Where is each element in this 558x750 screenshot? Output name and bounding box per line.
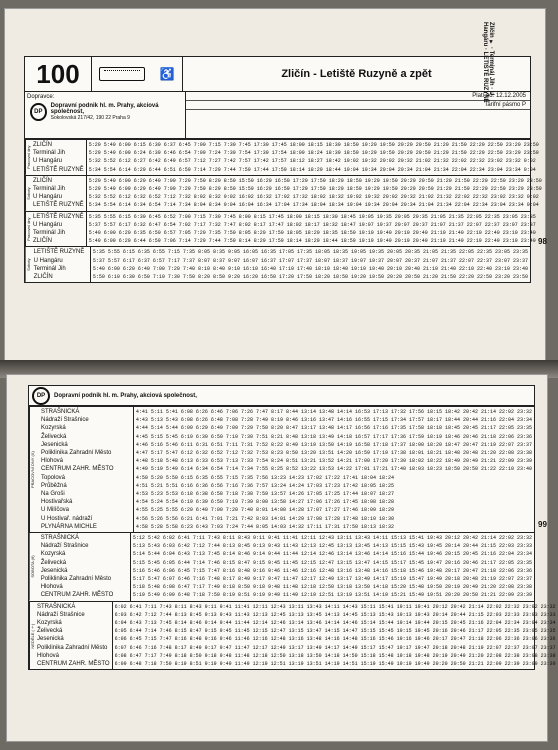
stop-name: Jesenická [41, 441, 68, 448]
stop-name: Hlohová [41, 458, 64, 465]
stop-name: Poliklinika Zahradní Město [41, 450, 112, 457]
times-row: 5:40 6:00 6:20 6:40 7:00 7:20 7:40 8:10 8:40 9:10 16:10 16:40 17:10 17:40 18:10 18:40 19:10 19:40 20:10 20:40 21:10 21:40 22:10 22:40 23:10 23:40 [92, 265, 528, 272]
times-row: 6:08 6:47 7:17 7:49 8:18 8:50 9:18 9:48 11:48 12:18 12:50 13:18 13:50 14:18 14:50 15:18 15:48 19:18 19:48 20:19 20:49 21:20 22:08 22:38 23:08 23:38 [114, 652, 556, 659]
stop-list [35, 602, 113, 670]
stop-name: Nádraží Strašnice [40, 543, 89, 550]
times-row: 5:37 5:57 6:17 6:37 6:57 7:17 7:37 8:07 8:37 9:07 16:07 16:37 17:07 17:37 18:07 18:37 19:07 19:37 20:07 20:37 21:07 21:37 22:07 22:37 23:07 23:37 [92, 257, 528, 264]
stop-name: Jesenická [40, 567, 68, 574]
times-row: 4:50 5:20 5:50 6:15 6:35 6:55 7:15 7:35 7:56 13:23 14:23 17:02 17:22 17:41 18:04 18:24 [135, 474, 394, 481]
schedule-block [25, 175, 542, 211]
stop-name: Kozyrská [37, 620, 62, 627]
departure-times [113, 602, 558, 670]
times-row: 4:45 5:15 5:45 6:10 6:30 6:50 7:10 7:30 7:51 8:21 8:48 13:18 13:49 14:18 16:57 17:17 17:36 17:59 18:19 18:46 20:46 21:18 22:06 23:36 [135, 433, 532, 440]
route-meta [25, 92, 530, 139]
times-row: 4:41 5:11 5:41 6:08 6:26 6:46 7:06 7:26 7:47 8:17 8:44 13:14 13:48 14:14 16:53 17:13 17:32 17:56 18:15 18:42 20:42 21:14 22:02 23:32 [135, 409, 532, 415]
stop-name: U Hostivař. nádraží [41, 515, 93, 522]
times-row: 6:07 6:46 7:16 7:48 8:17 8:49 9:17 9:47 11:47 12:17 12:49 13:17 13:49 14:17 14:49 15:17 15:47 19:17 19:47 20:18 20:48 21:19 22:07 22:37 23:07 23:37 [114, 644, 556, 651]
stop-name: STRAŠNICKÁ [40, 535, 80, 542]
departure-times [87, 140, 541, 175]
stop-name: CENTRUM ZAHR. MĚSTO [40, 592, 114, 599]
dpp-logo-icon: DP [30, 103, 47, 121]
route-number: 100 [25, 57, 92, 91]
top-sections [25, 139, 542, 282]
times-row: 5:35 5:55 6:15 6:35 6:55 7:15 7:35 8:05 8:35 9:05 16:05 16:35 17:05 17:35 18:05 18:35 19:05 19:35 20:05 20:35 21:05 21:35 22:05 22:35 23:05 23:35 [92, 249, 528, 256]
times-row: 4:54 5:24 5:54 6:19 6:39 6:59 7:19 7:39 8:00 13:58 14:27 17:06 17:26 17:45 18:08 18:28 [135, 499, 394, 506]
times-row: 5:35 5:55 6:15 6:30 6:45 6:52 7:00 7:15 7:30 7:45 8:00 8:15 17:45 18:00 18:15 18:30 18:45 19:05 19:35 20:05 20:35 21:05 21:35 22:05 22:35 23:05 23:35 [88, 213, 536, 220]
times-row: 5:29 5:49 6:09 6:24 6:39 6:46 6:54 7:09 7:24 7:39 7:54 17:39 17:54 18:09 18:24 18:39 18:59 19:29 19:59 20:29 20:59 21:29 21:59 22:29 22:59 23:29 23:59 [88, 150, 539, 157]
stop-name: LETIŠTĚ RUZYNĚ [33, 213, 84, 220]
stop-list [31, 212, 87, 247]
times-row: 6:03 6:42 7:12 7:44 8:13 8:45 9:13 9:43 11:43 12:13 12:45 13:13 13:45 14:13 14:45 15:13 15:43 19:13 19:43 20:14 20:44 21:15 22:03 22:33 23:03 23:33 [114, 611, 556, 618]
stop-name: Poliklinika Zahradní Město [37, 644, 108, 651]
stop-name: Jesenická [37, 636, 64, 643]
stop-name: U Hangáru [33, 158, 63, 165]
stop-name: U Milíčova [41, 507, 70, 514]
stop-name: LETIŠTĚ RUZYNĚ [33, 249, 85, 256]
stop-name: ZLIČÍN [33, 274, 53, 281]
carrier-header-bottom [28, 385, 535, 407]
times-row: 5:13 5:43 6:03 6:42 7:12 7:44 8:13 8:45 9:13 9:43 11:43 12:13 12:45 13:13 13:45 14:13 15:15 15:43 19:45 20:14 20:44 21:15 22:03 23:33 [132, 543, 532, 550]
stop-list [32, 247, 91, 282]
times-row: 6:04 6:43 7:13 7:45 8:14 8:46 9:14 9:44 11:44 12:14 12:46 13:14 13:46 14:14 14:46 15:14 15:44 19:14 19:44 20:15 20:45 21:16 22:04 22:34 23:04 23:34 [114, 620, 556, 627]
stop-name: LETIŠTĚ RUZYNĚ [33, 166, 84, 173]
stop-list [31, 140, 87, 175]
times-row: 4:53 5:23 5:53 6:18 6:38 6:58 7:18 7:38 7:59 13:57 14:26 17:05 17:25 17:44 18:07 18:27 [135, 491, 394, 498]
times-row: 5:49 6:09 6:29 6:44 6:59 7:06 7:14 7:29 7:44 7:59 8:14 8:29 17:59 18:14 18:29 18:44 18:59 19:19 19:49 20:19 20:49 21:19 21:49 22:19 22:49 23:19 23:49 [88, 238, 536, 245]
times-row: 5:29 5:49 6:09 6:29 6:49 7:09 7:29 7:59 8:29 8:59 15:59 16:29 16:59 17:29 17:59 18:29 18:59 19:29 19:59 20:29 20:59 21:29 21:59 22:29 22:59 23:29 23:59 [88, 186, 542, 193]
stop-name: ZLIČÍN [33, 177, 53, 184]
carrier-name: Dopravní podnik hl. m. Prahy, akciová společnost, [54, 393, 197, 399]
stop-name: Nádraží Strašnice [37, 611, 85, 618]
vehicle-icons [92, 57, 183, 91]
stop-name: Želivecká [37, 628, 63, 635]
stop-name: Na Groši [41, 491, 65, 498]
times-row: 5:32 5:52 6:12 6:32 6:52 7:12 7:32 8:02 8:32 9:02 16:02 16:32 17:02 17:32 18:02 18:32 19:02 19:32 20:02 20:32 21:02 21:32 22:02 22:32 23:02 23:32 0:02 [88, 194, 539, 201]
times-row: 5:18 5:48 6:08 6:47 7:17 7:49 8:18 8:50 9:18 9:48 11:48 12:18 12:50 13:18 13:50 14:18 15:20 15:48 19:50 20:19 20:49 21:20 22:08 23:38 [132, 584, 532, 591]
schedule-block [29, 406, 534, 532]
times-row: 5:34 5:54 6:14 6:29 6:44 6:51 6:59 7:14 7:29 7:44 7:59 17:44 17:59 18:14 18:29 18:44 19:04 19:34 20:04 20:34 21:04 21:34 22:04 22:34 23:04 23:34 0:04 [88, 166, 536, 173]
times-row: 5:16 5:46 6:06 6:45 7:15 7:47 8:16 8:48 9:16 9:46 11:46 12:16 12:48 13:16 13:48 14:16 15:18 15:46 19:48 20:17 20:47 21:18 22:06 23:36 [132, 567, 532, 574]
times-row: 5:15 5:45 6:05 6:44 7:14 7:46 8:15 8:47 9:15 9:45 11:45 12:15 12:47 13:15 13:47 14:15 15:17 15:45 19:47 20:16 20:46 21:17 22:05 23:35 [132, 559, 532, 566]
tariff-zone: Tarifní pásmo P [186, 101, 530, 110]
day-type-label: SOBOTA (6) [29, 533, 39, 601]
timetable-top [24, 56, 542, 283]
stops-side-list: Zličín ▼ · Terminál Jih · U Hangáru · LETIŠTĚ RUZYNĚ [482, 22, 494, 103]
stop-list [31, 176, 87, 211]
schedule-block [29, 601, 556, 670]
carrier-address: Sokolovská 217/42, 190 22 Praha 9 [50, 115, 130, 121]
day-type-label: Soboty [25, 247, 32, 282]
times-row: 5:34 5:54 6:14 6:34 6:54 7:14 7:34 8:04 8:34 9:04 16:04 16:34 17:04 17:34 18:04 18:34 19:04 19:34 20:04 20:34 21:04 21:34 22:04 22:34 23:04 23:34 0:04 [88, 202, 539, 209]
route-title: Zličín - Letiště Ruzyně a zpět [281, 68, 432, 80]
times-row: 5:20 5:40 6:00 6:20 6:40 7:00 7:20 7:50 8:20 8:50 15:50 16:20 16:50 17:20 17:50 18:20 18:50 19:20 19:50 20:20 20:50 21:20 21:50 22:20 22:50 23:20 23:50 [88, 177, 542, 184]
validity-box [186, 92, 530, 138]
times-row: 5:19 5:49 6:09 6:48 7:18 7:50 8:19 8:51 9:19 9:49 11:49 12:19 12:51 13:19 13:51 14:19 15:21 15:49 19:51 20:20 20:50 21:21 22:09 23:39 [132, 592, 532, 599]
stop-name: STRAŠNICKÁ [37, 603, 76, 610]
stop-name: U Hangáru [33, 221, 63, 228]
stop-name: Nádraží Strašnice [41, 417, 89, 424]
schedule-block [29, 532, 534, 601]
stop-name: Hostivařská [41, 499, 73, 506]
bottom-sections [29, 406, 556, 669]
times-row: 5:20 5:40 6:00 6:15 6:30 6:37 6:45 7:00 7:15 7:30 7:45 17:30 17:45 18:00 18:15 18:30 18:50 19:20 19:50 20:20 20:50 21:20 21:50 22:20 22:50 23:20 23:50 [88, 142, 539, 148]
times-row: 4:46 5:16 5:46 6:11 6:31 6:51 7:11 7:31 7:52 8:22 8:49 13:19 13:50 14:19 16:58 17:18 17:37 18:00 18:20 18:47 20:47 21:19 22:07 23:37 [135, 441, 532, 448]
departure-times [134, 407, 534, 532]
stop-name: Želivecká [40, 559, 67, 566]
times-row: 4:49 5:19 5:49 6:14 6:34 6:54 7:14 7:34 7:55 8:25 8:52 13:22 13:53 14:22 17:01 17:21 17:40 18:03 18:23 18:50 20:50 21:22 22:10 23:40 [135, 466, 532, 473]
carrier-box [25, 92, 186, 138]
times-row: 5:50 6:10 6:30 6:50 7:10 7:30 7:50 8:20 8:50 9:20 16:20 16:50 17:20 17:50 18:20 18:50 19:20 19:50 20:20 20:50 21:20 21:50 22:20 22:50 23:20 23:50 [92, 274, 528, 281]
stop-name: CENTRUM ZAHR. MĚSTO [37, 661, 110, 668]
stop-name: Terminál Jih [33, 265, 66, 272]
departure-times [87, 212, 538, 247]
times-row: 6:05 6:44 7:14 7:46 8:15 8:47 9:15 9:45 11:45 12:15 12:47 13:15 13:47 14:15 14:47 15:15 15:45 19:15 19:45 20:16 20:46 21:17 22:05 22:35 23:05 23:35 [114, 628, 556, 635]
stop-name: Terminál Jih [33, 150, 66, 157]
carrier-label: Dopravce: [27, 94, 55, 100]
stop-name: Poliklinika Zahradní Město [40, 576, 112, 583]
stop-list [39, 533, 131, 601]
stop-name: Kozyrská [40, 551, 66, 558]
stop-name: Topolová [41, 474, 66, 481]
stop-name: Kozyrská [41, 425, 66, 432]
timetable-bottom [28, 405, 556, 670]
stop-name: CENTRUM ZAHR. MĚSTO [41, 466, 114, 473]
page-number-top: 98 [538, 237, 547, 246]
day-type-label: Pracovní dny [25, 140, 31, 175]
times-row: 4:55 5:25 5:55 6:20 6:40 7:00 7:20 7:40 8:01 14:00 14:28 17:07 17:27 17:46 18:09 18:29 [135, 507, 394, 514]
times-row: 4:58 5:28 5:58 6:23 6:43 7:03 7:24 7:44 8:05 14:03 14:32 17:11 17:31 17:50 18:13 18:32 [135, 523, 394, 530]
stop-name: Průběžná [41, 482, 67, 489]
day-type-label: Pracovní dny [25, 212, 31, 247]
schedule-block [25, 211, 536, 247]
times-row: 4:44 5:14 5:44 6:09 6:29 6:49 7:09 7:29 7:50 8:20 8:47 13:17 13:48 14:17 16:56 17:16 17:35 17:58 18:18 18:45 20:45 21:17 22:05 23:35 [135, 425, 532, 432]
stop-name: STRAŠNICKÁ [41, 409, 80, 415]
times-row: 5:14 5:44 6:04 6:43 7:13 7:45 8:14 8:46 9:14 9:44 11:44 12:14 12:46 13:14 13:46 14:14 15:16 15:44 19:46 20:15 20:45 21:16 22:04 23:34 [132, 551, 532, 558]
departure-times [91, 247, 530, 282]
stop-name: Terminál Jih [33, 230, 66, 237]
day-type-label: NEDĚLE (†) [29, 602, 35, 670]
dpp-logo-icon: DP [32, 387, 50, 405]
stop-name: U Hangáru [33, 194, 63, 201]
stop-name: Hlohová [40, 584, 63, 591]
departure-times [131, 533, 534, 601]
times-row: 4:56 5:26 5:56 6:21 6:41 7:01 7:21 7:42 8:03 14:01 14:29 17:08 17:28 17:48 18:10 18:30 [135, 515, 394, 522]
times-row: 5:12 5:42 6:02 6:41 7:11 7:43 8:11 8:43 9:11 9:41 11:41 12:11 12:43 13:11 13:43 14:11 15:13 15:41 19:43 20:12 20:42 21:14 22:02 23:32 [132, 535, 532, 542]
route-header [25, 57, 530, 92]
stop-name: U Hangáru [33, 257, 63, 264]
carrier [27, 100, 183, 124]
stop-name: ZLIČÍN [33, 238, 53, 245]
departure-times [87, 176, 544, 211]
schedule-block [25, 246, 530, 282]
times-row: 5:32 5:52 6:12 6:27 6:42 6:49 6:57 7:12 7:27 7:42 7:57 17:42 17:57 18:12 18:27 18:42 19:02 19:32 20:02 20:32 21:02 21:32 22:02 22:32 23:02 23:32 0:02 [88, 158, 536, 165]
times-row: 4:47 5:17 5:47 6:12 6:32 6:52 7:12 7:32 7:53 8:23 8:50 13:20 13:51 14:20 16:59 17:19 17:38 18:01 18:21 18:48 20:48 21:20 22:08 23:38 [135, 450, 532, 457]
times-row: 4:48 5:18 5:48 6:13 6:33 6:53 7:13 7:33 7:54 8:24 8:51 13:21 13:52 14:21 17:00 17:20 17:39 18:02 18:22 18:49 20:49 21:21 22:09 23:39 [135, 458, 532, 465]
times-row: 5:17 5:47 6:07 6:46 7:16 7:48 8:17 8:49 9:17 9:47 11:47 12:17 12:49 13:17 13:49 14:17 15:19 15:47 19:49 20:18 20:48 21:19 22:07 23:37 [132, 576, 532, 583]
times-row: 4:43 5:13 5:43 6:08 6:26 6:48 7:08 7:28 7:49 8:19 8:46 13:16 13:47 14:16 16:55 17:15 17:34 17:57 18:17 18:44 20:44 21:16 22:04 23:34 [135, 417, 532, 424]
times-row: 5:37 5:57 6:17 6:32 6:47 6:54 7:02 7:17 7:32 7:47 8:02 8:17 17:47 18:02 18:17 18:32 18:47 19:07 19:37 20:07 20:37 21:07 21:37 22:07 22:37 23:07 23:37 [88, 221, 536, 228]
day-type-label: PRACOVNÍ DNY (X) [29, 407, 39, 532]
day-type-label: Soboty [25, 176, 31, 211]
stop-name: PLYNÁRNA MICHLE [41, 523, 97, 530]
times-row: 4:51 5:21 5:51 6:16 6:36 6:56 7:16 7:36 7:57 13:24 14:24 17:03 17:23 17:42 18:05 18:25 [135, 482, 394, 489]
stop-list [39, 407, 134, 532]
times-row: 6:02 6:41 7:11 7:43 8:11 8:43 9:11 9:41 11:41 12:11 12:43 13:11 13:43 14:11 14:43 15:11 15:41 19:11 19:41 20:12 20:42 21:14 22:02 22:32 23:02 23:32 [114, 603, 556, 610]
valid-from: Platí od: 12.12.2005 [186, 92, 530, 101]
wheelchair-icon: ♿ [159, 67, 175, 81]
bus-icon [99, 67, 145, 81]
stop-name: Hlohová [37, 652, 60, 659]
page-number-bottom: 99 [538, 520, 547, 529]
carrier-name: Dopravní podnik hl. m. Prahy, akciová společnost, [50, 103, 159, 115]
times-row: 6:09 6:48 7:18 7:50 8:19 8:51 9:19 9:49 11:49 12:19 12:51 13:19 13:51 14:19 14:51 15:19 15:49 19:19 19:49 20:20 20:50 21:21 22:09 22:39 23:09 23:39 [114, 661, 556, 668]
schedule-block [25, 139, 539, 175]
stop-name: Terminál Jih [33, 186, 66, 193]
stop-name: LETIŠTĚ RUZYNĚ [33, 202, 84, 209]
stop-name: ZLIČÍN [33, 142, 53, 148]
times-row: 5:40 6:00 6:20 6:35 6:50 6:57 7:05 7:20 7:35 7:50 8:05 8:20 17:50 18:05 18:20 18:35 18:50 19:10 19:40 20:10 20:40 21:10 21:40 22:10 22:40 23:10 23:40 [88, 230, 536, 237]
stop-name: Želivecká [41, 433, 67, 440]
times-row: 6:06 6:45 7:15 7:47 8:16 8:48 9:16 9:46 11:46 12:16 12:48 13:16 13:48 14:16 14:48 15:16 15:46 19:16 19:46 20:17 20:47 21:18 22:06 22:36 23:06 23:36 [114, 636, 556, 643]
